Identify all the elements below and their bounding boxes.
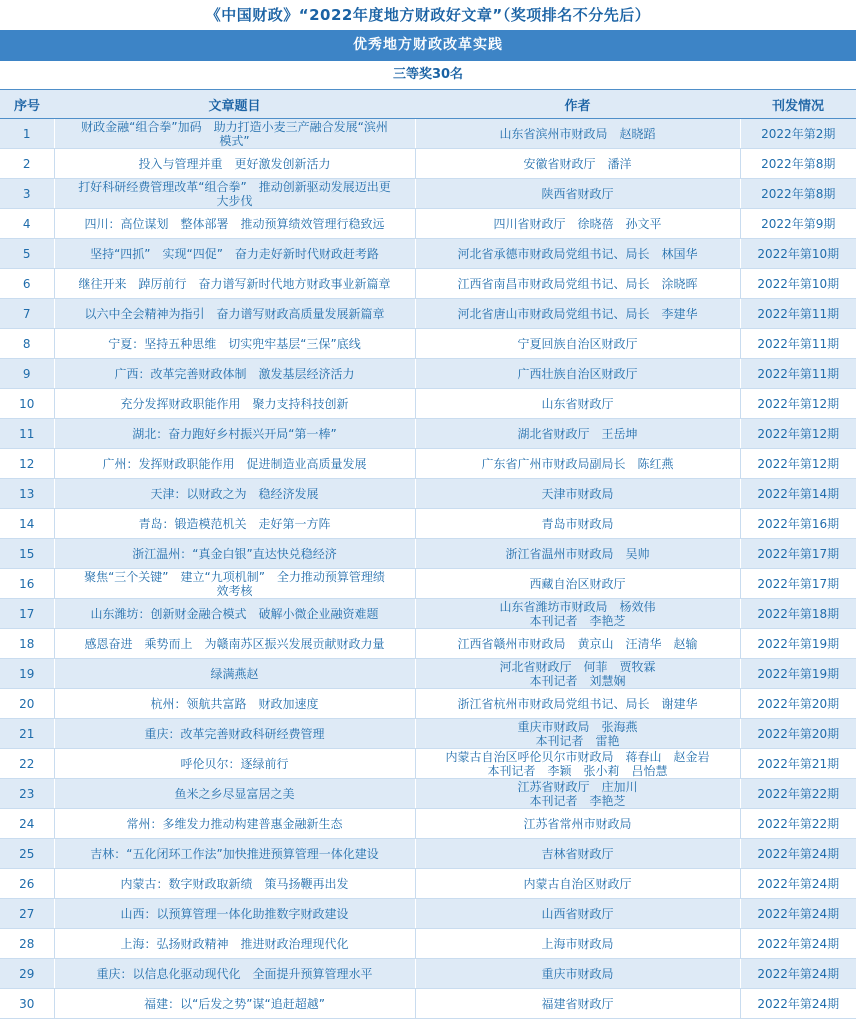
publication-issue: 2022年第20期 <box>740 689 856 719</box>
article-title <box>54 269 415 299</box>
author-line: 西藏自治区财政厅 <box>529 576 626 591</box>
publication-issue: 2022年第10期 <box>740 269 856 299</box>
article-title <box>54 449 415 479</box>
author <box>415 959 740 989</box>
author-line: 本刊记者 刘慧娴 <box>529 673 626 688</box>
table-row <box>0 779 856 809</box>
publication-issue: 2022年第19期 <box>740 659 856 689</box>
author <box>415 509 740 539</box>
row-number: 1 <box>0 119 54 149</box>
publication-issue: 2022年第22期 <box>740 809 856 839</box>
author-line: 山西省财政厅 <box>541 906 614 921</box>
author <box>415 659 740 689</box>
publication-issue: 2022年第12期 <box>740 389 856 419</box>
author-line: 重庆市财政局 <box>541 966 614 981</box>
article-title <box>54 299 415 329</box>
article-title-line: 绿满燕赵 <box>210 666 259 681</box>
table-row <box>0 719 856 749</box>
table-row <box>0 269 856 299</box>
article-title-line: 山西：以预算管理一体化助推数字财政建设 <box>120 906 349 921</box>
author <box>415 299 740 329</box>
table-row <box>0 809 856 839</box>
header-title: 文章题目 <box>54 90 415 119</box>
author-line: 天津市财政局 <box>541 486 614 501</box>
article-title-line: 湖北：奋力跑好乡村振兴开局“第一棒” <box>132 426 337 441</box>
article-title <box>54 809 415 839</box>
author <box>415 359 740 389</box>
table-row <box>0 839 856 869</box>
article-title <box>54 599 415 629</box>
publication-issue: 2022年第17期 <box>740 539 856 569</box>
article-title <box>54 389 415 419</box>
author-line: 山东省潍坊市财政局 杨效伟 <box>499 599 656 614</box>
row-number: 11 <box>0 419 54 449</box>
article-title <box>54 329 415 359</box>
table-row <box>0 539 856 569</box>
row-number: 7 <box>0 299 54 329</box>
table-row <box>0 419 856 449</box>
publication-issue: 2022年第22期 <box>740 779 856 809</box>
table-row <box>0 659 856 689</box>
author-line: 山东省滨州市财政局 赵晓蹈 <box>499 126 656 141</box>
author-line: 河北省承德市财政局党组书记、局长 林国华 <box>457 246 698 261</box>
publication-issue: 2022年第9期 <box>740 209 856 239</box>
article-title-line: 重庆：改革完善财政科研经费管理 <box>144 726 325 741</box>
article-title <box>54 419 415 449</box>
article-title-line: 内蒙古：数字财政取新绩 策马扬鞭再出发 <box>120 876 349 891</box>
author-line: 浙江省温州市财政局 吴帅 <box>505 546 650 561</box>
author <box>415 629 740 659</box>
author <box>415 839 740 869</box>
article-title-line: 山东潍坊：创新财金融合模式 破解小微企业融资难题 <box>90 606 379 621</box>
article-title-line: 杭州：领航共富路 财政加速度 <box>150 696 319 711</box>
row-number: 12 <box>0 449 54 479</box>
author <box>415 209 740 239</box>
row-number: 13 <box>0 479 54 509</box>
table-row <box>0 449 856 479</box>
publication-issue: 2022年第8期 <box>740 179 856 209</box>
table-row <box>0 479 856 509</box>
author-line: 内蒙古自治区呼伦贝尔市财政局 蒋春山 赵金岩 <box>445 749 710 764</box>
article-title <box>54 179 415 209</box>
table-body <box>0 119 856 1019</box>
row-number: 4 <box>0 209 54 239</box>
author <box>415 929 740 959</box>
row-number: 20 <box>0 689 54 719</box>
table-row <box>0 959 856 989</box>
author-line: 河北省财政厅 何菲 贾牧霖 <box>499 659 656 674</box>
row-number: 30 <box>0 989 54 1019</box>
article-title <box>54 479 415 509</box>
article-title <box>54 689 415 719</box>
row-number: 21 <box>0 719 54 749</box>
article-title <box>54 209 415 239</box>
author <box>415 809 740 839</box>
article-title-line: 广州：发挥财政职能作用 促进制造业高质量发展 <box>102 456 367 471</box>
author-line: 江苏省常州市财政局 <box>523 816 632 831</box>
author <box>415 419 740 449</box>
article-title-line: 聚焦“三个关键” 建立“九项机制” 全力推动预算管理绩 <box>84 569 385 584</box>
author-line: 本刊记者 雷艳 <box>535 733 620 748</box>
article-title <box>54 719 415 749</box>
category-banner: 优秀地方财政改革实践 <box>0 30 856 61</box>
row-number: 6 <box>0 269 54 299</box>
author-line: 江西省赣州市财政局 黄京山 汪清华 赵输 <box>457 636 698 651</box>
publication-issue: 2022年第12期 <box>740 419 856 449</box>
author-line: 吉林省财政厅 <box>541 846 614 861</box>
row-number: 24 <box>0 809 54 839</box>
publication-issue: 2022年第11期 <box>740 329 856 359</box>
table-row <box>0 899 856 929</box>
table-row <box>0 119 856 149</box>
publication-issue: 2022年第24期 <box>740 869 856 899</box>
article-title <box>54 629 415 659</box>
article-title-line: 继往开来 踔厉前行 奋力谱写新时代地方财政事业新篇章 <box>78 276 391 291</box>
author <box>415 269 740 299</box>
table-row <box>0 929 856 959</box>
row-number: 18 <box>0 629 54 659</box>
publication-issue: 2022年第24期 <box>740 989 856 1019</box>
author-line: 青岛市财政局 <box>541 516 614 531</box>
author <box>415 449 740 479</box>
author-line: 本刊记者 李艳芝 <box>529 613 626 628</box>
article-title-line: 重庆：以信息化驱动现代化 全面提升预算管理水平 <box>96 966 373 981</box>
author-line: 陕西省财政厅 <box>541 186 614 201</box>
article-title-line: 上海：弘扬财政精神 推进财政治理现代化 <box>120 936 349 951</box>
author-line: 福建省财政厅 <box>541 996 614 1011</box>
article-title-line: 以六中全会精神为指引 奋力谱写财政高质量发展新篇章 <box>84 306 385 321</box>
row-number: 19 <box>0 659 54 689</box>
row-number: 16 <box>0 569 54 599</box>
article-title-line: 打好科研经费管理改革“组合拳” 推动创新驱动发展迈出更 <box>78 179 391 194</box>
author-line: 宁夏回族自治区财政厅 <box>517 336 638 351</box>
article-title-line: 青岛：锻造模范机关 走好第一方阵 <box>138 516 331 531</box>
publication-issue: 2022年第10期 <box>740 239 856 269</box>
article-title <box>54 119 415 149</box>
article-title-line: 投入与管理并重 更好激发创新活力 <box>138 156 331 171</box>
article-title <box>54 749 415 779</box>
table-row <box>0 869 856 899</box>
article-title <box>54 959 415 989</box>
publication-issue: 2022年第11期 <box>740 299 856 329</box>
table-row <box>0 149 856 179</box>
table-row <box>0 749 856 779</box>
article-title <box>54 929 415 959</box>
table-row <box>0 599 856 629</box>
article-title <box>54 779 415 809</box>
publication-issue: 2022年第24期 <box>740 929 856 959</box>
table-row <box>0 389 856 419</box>
page-title: 《中国财政》“2022年度地方财政好文章”（奖项排名不分先后） <box>205 6 651 24</box>
article-title <box>54 509 415 539</box>
row-number: 9 <box>0 359 54 389</box>
row-number: 26 <box>0 869 54 899</box>
header-no: 序号 <box>0 90 54 119</box>
article-title-line: 福建：以“后发之势”谋“追赶超越” <box>144 996 325 1011</box>
table-row <box>0 989 856 1019</box>
publication-issue: 2022年第20期 <box>740 719 856 749</box>
author <box>415 119 740 149</box>
table-row <box>0 359 856 389</box>
publication-issue: 2022年第24期 <box>740 899 856 929</box>
article-title-line: 常州：多维发力推动构建普惠金融新生态 <box>126 816 343 831</box>
author <box>415 569 740 599</box>
row-number: 15 <box>0 539 54 569</box>
author-line: 本刊记者 李颖 张小莉 吕怡慧 <box>487 763 668 778</box>
author <box>415 149 740 179</box>
author <box>415 539 740 569</box>
author-line: 上海市财政局 <box>541 936 614 951</box>
publication-issue: 2022年第11期 <box>740 359 856 389</box>
author-line: 本刊记者 李艳芝 <box>529 793 626 808</box>
publication-issue: 2022年第8期 <box>740 149 856 179</box>
article-title <box>54 659 415 689</box>
author <box>415 179 740 209</box>
article-title-line: 大步伐 <box>216 193 253 208</box>
row-number: 3 <box>0 179 54 209</box>
article-title-line: 效考核 <box>216 583 253 598</box>
article-title <box>54 839 415 869</box>
author <box>415 689 740 719</box>
author-line: 安徽省财政厅 潘洋 <box>523 156 632 171</box>
article-title-line: 鱼米之乡尽显富居之美 <box>174 786 295 801</box>
article-title <box>54 869 415 899</box>
row-number: 27 <box>0 899 54 929</box>
author-line: 浙江省杭州市财政局党组书记、局长 谢建华 <box>457 696 698 711</box>
author <box>415 749 740 779</box>
article-title-line: 财政金融“组合拳”加码 助力打造小麦三产融合发展“滨州 <box>81 119 388 134</box>
author-line: 内蒙古自治区财政厅 <box>523 876 632 891</box>
article-title-line: 呼伦贝尔：逐绿前行 <box>180 756 289 771</box>
article-title-line: 广西：改革完善财政体制 激发基层经济活力 <box>114 366 355 381</box>
table-row <box>0 299 856 329</box>
author-line: 湖北省财政厅 王岳坤 <box>517 426 638 441</box>
author <box>415 599 740 629</box>
row-number: 5 <box>0 239 54 269</box>
author-line: 四川省财政厅 徐晓蓓 孙文平 <box>493 216 662 231</box>
row-number: 23 <box>0 779 54 809</box>
article-title <box>54 239 415 269</box>
author <box>415 389 740 419</box>
publication-issue: 2022年第21期 <box>740 749 856 779</box>
article-title <box>54 989 415 1019</box>
table-row <box>0 689 856 719</box>
row-number: 22 <box>0 749 54 779</box>
row-number: 14 <box>0 509 54 539</box>
author <box>415 719 740 749</box>
publication-issue: 2022年第24期 <box>740 959 856 989</box>
author-line: 山东省财政厅 <box>541 396 614 411</box>
row-number: 25 <box>0 839 54 869</box>
article-title <box>54 539 415 569</box>
publication-issue: 2022年第16期 <box>740 509 856 539</box>
article-title-line: 宁夏：坚持五种思维 切实兜牢基层“三保”底线 <box>108 336 361 351</box>
header-issue: 刊发情况 <box>740 90 856 119</box>
publication-issue: 2022年第2期 <box>740 119 856 149</box>
header-author: 作者 <box>415 90 740 119</box>
publication-issue: 2022年第17期 <box>740 569 856 599</box>
row-number: 17 <box>0 599 54 629</box>
publication-issue: 2022年第24期 <box>740 839 856 869</box>
author-line: 江西省南昌市财政局党组书记、局长 涂晓晖 <box>457 276 698 291</box>
row-number: 2 <box>0 149 54 179</box>
table-row <box>0 209 856 239</box>
publication-issue: 2022年第12期 <box>740 449 856 479</box>
author <box>415 779 740 809</box>
table-row <box>0 179 856 209</box>
publication-issue: 2022年第18期 <box>740 599 856 629</box>
award-level-heading: 三等奖30名 <box>0 61 856 89</box>
row-number: 10 <box>0 389 54 419</box>
article-title-line: 吉林：“五化闭环工作法”加快推进预算管理一体化建设 <box>90 846 379 861</box>
article-title-line: 充分发挥财政职能作用 聚力支持科技创新 <box>120 396 349 411</box>
author-line: 广西壮族自治区财政厅 <box>517 366 638 381</box>
awards-table <box>0 89 856 1019</box>
table-row <box>0 239 856 269</box>
row-number: 28 <box>0 929 54 959</box>
author <box>415 869 740 899</box>
table-row <box>0 329 856 359</box>
row-number: 29 <box>0 959 54 989</box>
article-title-line: 模式” <box>219 133 250 148</box>
author-line: 江苏省财政厅 庄加川 <box>517 779 638 794</box>
table-row <box>0 569 856 599</box>
author <box>415 329 740 359</box>
author-line: 河北省唐山市财政局党组书记、局长 李建华 <box>457 306 698 321</box>
article-title <box>54 899 415 929</box>
row-number: 8 <box>0 329 54 359</box>
article-title-line: 浙江温州：“真金白银”直达快兑稳经济 <box>132 546 337 561</box>
table-row <box>0 629 856 659</box>
author <box>415 239 740 269</box>
article-title-line: 天津：以财政之为 稳经济发展 <box>150 486 319 501</box>
article-title <box>54 359 415 389</box>
author-line: 重庆市财政局 张海燕 <box>517 719 638 734</box>
article-title-line: 感恩奋进 乘势而上 为赣南苏区振兴发展贡献财政力量 <box>84 636 385 651</box>
article-title <box>54 149 415 179</box>
publication-issue: 2022年第19期 <box>740 629 856 659</box>
author <box>415 899 740 929</box>
author <box>415 989 740 1019</box>
article-title-line: 四川：高位谋划 整体部署 推动预算绩效管理行稳致远 <box>84 216 385 231</box>
table-row <box>0 509 856 539</box>
article-title <box>54 569 415 599</box>
article-title-line: 坚持“四抓” 实现“四促” 奋力走好新时代财政赶考路 <box>90 246 379 261</box>
table-header-row <box>0 90 856 119</box>
author-line: 广东省广州市财政局副局长 陈红燕 <box>481 456 674 471</box>
author <box>415 479 740 509</box>
publication-issue: 2022年第14期 <box>740 479 856 509</box>
